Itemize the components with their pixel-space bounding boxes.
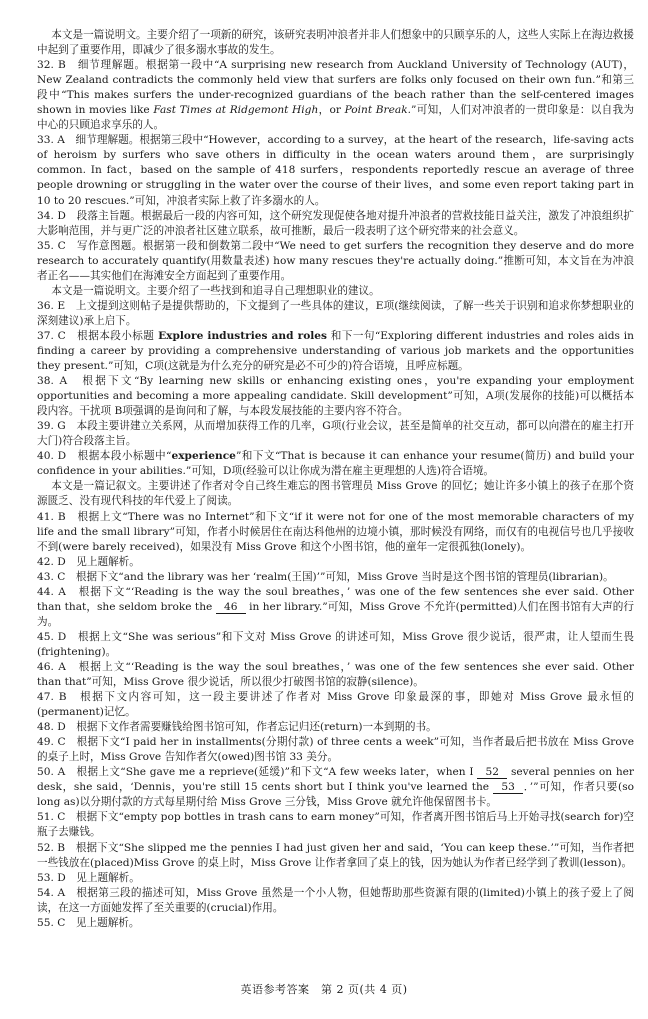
- page-footer: 英语参考答案 第 2 页(共 4 页): [240, 983, 408, 996]
- answer-32-end: .”可知，人们对冲浪者的一贯印象是：以自我为中心的只顾追求享乐的人。: [37, 104, 634, 132]
- movie-title-2: Point Break: [344, 104, 408, 117]
- answer-37-text: 37. C 根据本段小标题: [37, 329, 159, 342]
- answer-40-end: ”和下文“That is because it can enhance your resume(简历) and build your confidence in your abilities.”可知，D项(经验可以让你成为潜在雇主更理想的人选)符合语境。: [37, 450, 634, 478]
- answer-46: 46. A 根据上文“‘Reading is the way the soul breathes，’ was one of the few sentences she ever said. Other than that”可知，Miss Grove 很少说话，所以很少打破图书馆的寂静(silence)。: [37, 660, 634, 689]
- passage-intro-3: 本文是一篇记叙文。主要讲述了作者对令自己终生难忘的图书管理员 Miss Grove 的回忆；她让许多小镇上的孩子在那个资源匮乏、没有现代科技的年代爱上了阅读。: [37, 480, 634, 508]
- answer-44-end: in her library.”可知，Miss Grove 不允许(permitted)人们在图书馆有大声的行为。: [37, 600, 634, 628]
- answer-37-end: 和下一句“Exploring different industries and roles aids in finding a career by providing a comprehensive understanding of various job markets and the opportunities they present.”可知，C项(这就是为什么充分的研究是必不可少的)符合语境，且呼应标题。: [37, 329, 634, 373]
- subheading-explore: Explore industries and roles: [158, 329, 328, 342]
- answer-44-text: 44. A 根据下文“‘Reading is the way the soul breathes，’ was one of the few sentences she ever said. Other than that，she seldom broke the: [37, 585, 634, 613]
- answer-32: [37, 58, 634, 133]
- answer-50-end: ．’”可知，作者只要(so long as)以分期付款的方式每星期付给 Miss Grove 三分钱，Miss Grove 就允许他保留图书卡。: [37, 781, 635, 809]
- answer-44: [37, 585, 634, 630]
- answer-40-text: 40. D 根据本段小标题中“: [37, 450, 172, 463]
- answer-47: 47. B 根据下文内容可知，这一段主要讲述了作者对 Miss Grove 印象最深的事，即她对 Miss Grove 最永恒的(permanent)记忆。: [37, 691, 634, 719]
- passage-intro-1: 本文是一篇说明文。主要介绍了一项新的研究，该研究表明冲浪者并非人们想象中的只顾享乐的人，这些人实际上在海边救援中起到了重要作用，即减少了很多溺水事故的发生。: [37, 29, 634, 57]
- answer-55: 55. C 见上题解析。: [37, 916, 140, 929]
- answer-33: 33. A 细节理解题。根据第三段中“However，according to a survey，at the heart of the research，life-saving acts of heroism by surfers who save others in difficulty in the ocean waters around them，are surprisingly common. In fact，based on the sample of 418 surfers，respondents reportedly rescue an average of three people drowning or struggling in the water over the course of their lives，and some even report taking part in 10 to 20 rescues.”可知，冲浪者实际上救了许多溺水的人。: [37, 134, 634, 207]
- answer-42: 42. D 见上题解析。: [37, 555, 140, 568]
- answer-45: 45. D 根据上文“She was serious”和下文对 Miss Grove 的讲述可知，Miss Grove 很少说话，很严肃，让人望而生畏(frightening)。: [37, 630, 634, 658]
- answer-49: 49. C 根据下文“I paid her in installments(分期付款) of three cents a week”可知，当作者最后把书放在 Miss Grove 的桌子上时，Miss Grove 告知作者欠(owed)图书馆 33 美分。: [37, 736, 634, 764]
- answer-35: 35. C 写作意图题。根据第一段和倒数第二段中“We need to get surfers the recognition they deserve and do more research to accurately quantify(用数量表述) how many rescues they're actually doing.”推断可知，本文旨在为冲浪者正名——其实他们在海滩安全方面起到了重要作用。: [37, 239, 634, 282]
- answer-50-text: 50. A 根据上文“She gave me a reprieve(延缓)”和下文“A few weeks later，when I: [37, 766, 478, 779]
- answer-39: 39. G 本段主要讲建立关系网，从而增加获得工作的几率，G项(行业会议，甚至是简单的社交互动，都可以向潜在的雇主打开大门)符合段落主旨。: [37, 420, 634, 448]
- blank-46: 46: [216, 601, 246, 614]
- answer-54: 54. A 根据第三段的描述可知，Miss Grove 虽然是一个小人物，但她帮助那些资源有限的(limited)小镇上的孩子爱上了阅读，在这一方面她发挥了至关重要的(crucial)作用。: [37, 886, 634, 914]
- answer-41: 41. B 根据上文“There was no Internet”和下文“if it were not for one of the most memorable characters of my life and the small library”可知，作者小时候居住在南达科他州的边境小镇，那时候没有网络，而仅有的电视信号也几乎接收不到(were barely received)，如果没有 Miss Grove 和这个小图书馆，他的童年一定很孤独(lonely)。: [37, 510, 634, 553]
- blank-53: 53: [493, 781, 523, 794]
- answer-51: 51. C 根据下文“empty pop bottles in trash cans to earn money”可知，作者离开图书馆后马上开始寻找(search for)空瓶子去赚钱。: [37, 811, 634, 839]
- answer-48: 48. D 根据下文作者需要赚钱给图书馆可知，作者忘记归还(return)一本到期的书。: [37, 721, 437, 734]
- answer-43: 43. C 根据下文“and the library was her ‘realm(王国)’”可知，Miss Grove 当时是这个图书馆的管理员(librarian)。: [37, 570, 614, 583]
- answer-50-mid: several pennies on her desk，she said，‘Dennis，you're still 15 cents short but I think you've learned the: [37, 766, 634, 794]
- answer-38: 38. A 根据下文“By learning new skills or enhancing existing ones，you're expanding your employment opportunities and becoming a more appealing candidate. Skill development”可知，A项(发展你的技能)可以概括本段内容。干扰项 B项强调的是询问和了解，与本段发展技能的主要内容不符合。: [37, 375, 634, 418]
- answer-32-text: 32. B 细节理解题。根据第一段中“A surprising new research from Auckland University of Technology (AUT)，New Zealand contradicts the commonly held view that surfers are folks only focused on their own fun.”和第三段中“This makes surfers the under-recognized guardians of the beach rather than the self-centered images shown in movies like: [37, 59, 634, 117]
- answer-36: 36. E 上文提到这则帖子是提供帮助的，下文提到了一些具体的建议，E项(继续阅读，了解一些关于识别和追求你梦想职业的深刻建议)承上启下。: [37, 299, 634, 327]
- subheading-experience: experience: [171, 450, 236, 463]
- answer-37: [37, 329, 634, 374]
- blank-52: 52: [477, 766, 507, 779]
- answer-53: 53. D 见上题解析。: [37, 871, 140, 884]
- answer-32-mid: ，or: [318, 104, 345, 117]
- answer-34: 34. D 段落主旨题。根据最后一段的内容可知，这个研究发现促使各地对提升冲浪者的营救技能日益关注，激发了冲浪组织扩大影响范围，并与更广泛的冲浪者社区建立联系，故可推断，最后一段表明了这个研究带来的社会意义。: [37, 209, 634, 237]
- answer-50: [37, 765, 634, 810]
- answer-40: [37, 449, 634, 479]
- answer-52: 52. B 根据下文“She slipped me the pennies I had just given her and said，‘You can keep these.’”可知，当作者把一些钱放在(placed)Miss Grove 的桌上时，Miss Grove 让作者拿回了桌上的钱，因为她认为作者已经学到了教训(lesson)。: [37, 841, 634, 869]
- movie-title-1: Fast Times at Ridgemont High: [153, 104, 319, 117]
- passage-intro-2: 本文是一篇说明文。主要介绍了一些找到和追寻自己理想职业的建议。: [51, 284, 380, 297]
